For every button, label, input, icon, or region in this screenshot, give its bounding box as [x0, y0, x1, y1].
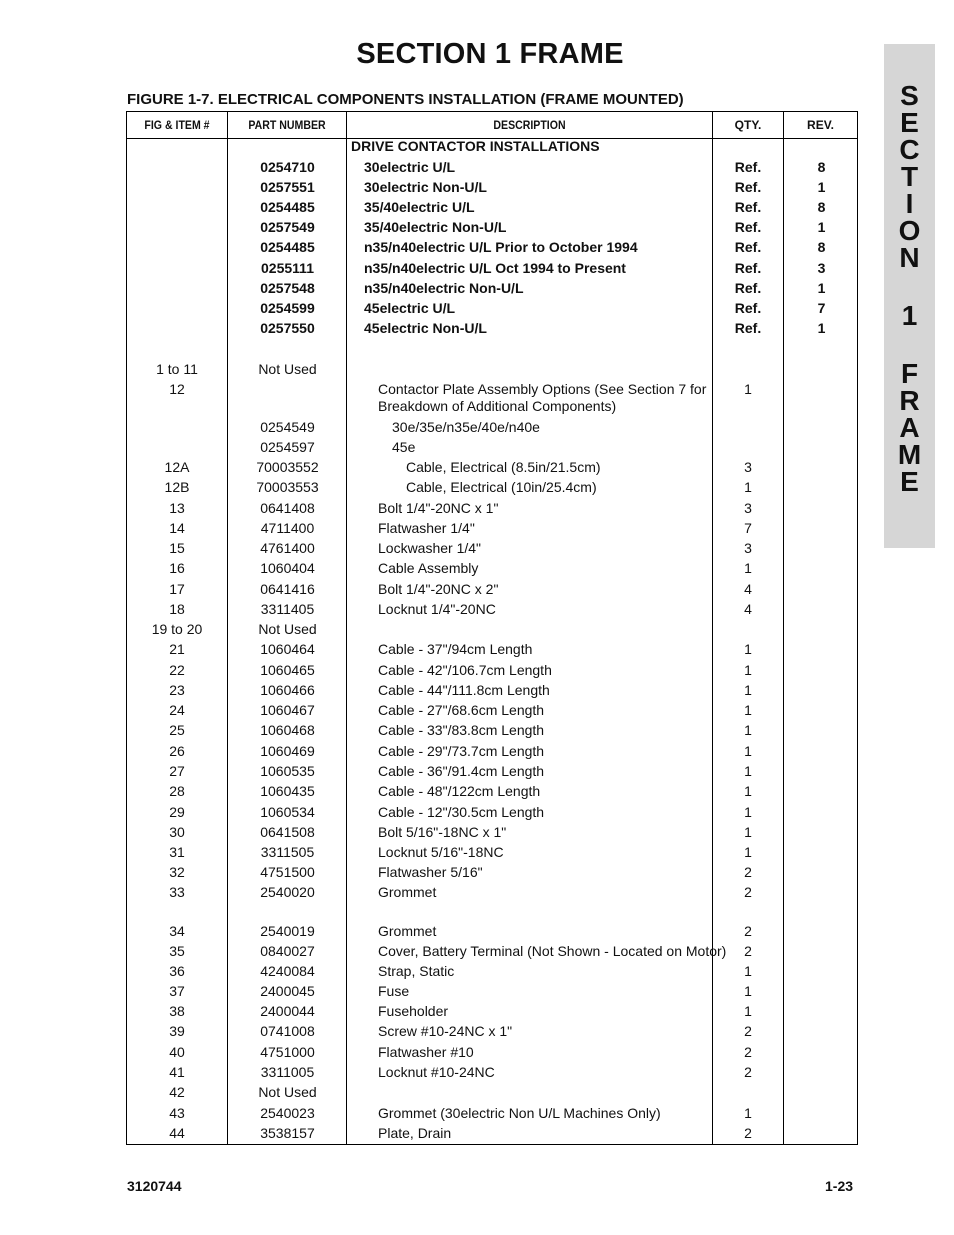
part-number-cell: 3311005 — [260, 1064, 315, 1080]
part-number-cell: 1060404 — [260, 560, 315, 576]
description-cell: Flatwasher #10 — [378, 1044, 474, 1060]
qty-cell: 1 — [744, 479, 752, 495]
side-tab-letter: C — [899, 134, 920, 165]
fig-item-cell: 15 — [169, 540, 185, 556]
description-cell: Cable - 37"/94cm Length — [378, 641, 533, 657]
header-fig-item: FIG & ITEM # — [144, 118, 210, 132]
rev-cell: 8 — [817, 159, 826, 175]
qty-cell: Ref. — [734, 320, 762, 336]
qty-cell: Ref. — [734, 219, 762, 235]
part-number-cell: 1060435 — [260, 783, 315, 799]
part-number-cell: 1060468 — [260, 722, 315, 738]
description-cell: Cable - 33"/83.8cm Length — [378, 722, 545, 738]
part-number-cell: 3311405 — [260, 601, 315, 617]
description-cell: Plate, Drain — [378, 1125, 452, 1141]
description-cell: Flatwasher 5/16" — [378, 864, 483, 880]
part-number-cell: 0254710 — [260, 159, 315, 175]
description-cell: Strap, Static — [378, 963, 455, 979]
fig-item-cell: 36 — [169, 963, 185, 979]
part-number-cell: Not Used — [258, 361, 317, 377]
description-cell: Cable, Electrical (8.5in/21.5cm) — [406, 459, 601, 475]
qty-cell: 1 — [744, 763, 752, 779]
fig-item-cell: 30 — [169, 824, 185, 840]
side-tab-letter: F — [900, 358, 919, 389]
fig-item-cell: 33 — [169, 884, 185, 900]
fig-item-cell: 27 — [169, 763, 185, 779]
part-number-cell: 4751000 — [260, 1044, 315, 1060]
part-number-cell: 2540023 — [260, 1105, 315, 1121]
fig-item-cell: 42 — [169, 1084, 185, 1100]
qty-cell: 1 — [744, 743, 752, 759]
fig-item-cell: 26 — [169, 743, 185, 759]
fig-item-cell: 37 — [169, 983, 185, 999]
rev-cell: 1 — [817, 280, 826, 296]
description-cell: 45electric Non-U/L — [364, 320, 487, 336]
rev-cell: 8 — [817, 199, 826, 215]
fig-item-cell: 31 — [169, 844, 185, 860]
description-cell: Cable - 48"/122cm Length — [378, 783, 541, 799]
part-number-cell: 0254549 — [260, 419, 315, 435]
description-cell: Grommet (30electric Non U/L Machines Only) — [378, 1105, 661, 1121]
qty-cell: Ref. — [734, 300, 762, 316]
fig-item-cell: 41 — [169, 1064, 185, 1080]
fig-item-cell: 38 — [169, 1003, 185, 1019]
part-number-cell: 4711400 — [260, 520, 315, 536]
qty-cell: 1 — [744, 662, 752, 678]
part-number-cell: 0254597 — [260, 439, 315, 455]
fig-item-cell: 32 — [169, 864, 185, 880]
part-number-cell: 0641408 — [260, 500, 315, 516]
side-tab-letter: R — [899, 385, 920, 416]
qty-cell: 1 — [744, 1003, 752, 1019]
description-cell: Cable - 12"/30.5cm Length — [378, 804, 545, 820]
description-cell: 30e/35e/n35e/40e/n40e — [392, 419, 540, 435]
qty-cell: Ref. — [734, 260, 762, 276]
fig-item-cell: 19 to 20 — [151, 621, 203, 637]
part-number-cell: 4751500 — [260, 864, 315, 880]
part-number-cell: 0257551 — [260, 179, 315, 195]
qty-cell: Ref. — [734, 239, 762, 255]
qty-cell: 1 — [744, 560, 752, 576]
part-number-cell: 70003553 — [256, 479, 319, 495]
side-tab-letter: S — [900, 80, 919, 111]
part-number-cell: 2400045 — [260, 983, 315, 999]
qty-cell: 2 — [744, 1044, 752, 1060]
fig-item-cell: 12B — [164, 479, 190, 495]
description-cell: Cable - 29"/73.7cm Length — [378, 743, 545, 759]
fig-item-cell: 17 — [169, 581, 185, 597]
side-tab-letter: O — [898, 215, 921, 246]
section-side-tab — [884, 44, 935, 548]
qty-cell: 3 — [744, 500, 752, 516]
part-number-cell: 2540020 — [260, 884, 315, 900]
part-number-cell: 0741008 — [260, 1023, 315, 1039]
part-number-cell: 1060469 — [260, 743, 315, 759]
rev-cell: 1 — [817, 179, 826, 195]
fig-item-cell: 12A — [164, 459, 190, 475]
fig-item-cell: 29 — [169, 804, 185, 820]
fig-item-cell: 21 — [169, 641, 185, 657]
description-cell: Cable Assembly — [378, 560, 479, 576]
parts-table — [126, 111, 858, 1145]
fig-item-cell: 28 — [169, 783, 185, 799]
figure-title: FIGURE 1-7. ELECTRICAL COMPONENTS INSTALLATION (FRAME MOUNTED) — [127, 91, 684, 108]
description-cell: Cover, Battery Terminal (Not Shown - Located on Motor) — [378, 943, 727, 959]
part-number-cell: 1060464 — [260, 641, 315, 657]
side-tab-letter: I — [905, 188, 914, 219]
fig-item-cell: 25 — [169, 722, 185, 738]
qty-cell: 1 — [744, 702, 752, 718]
part-number-cell: 0255111 — [261, 260, 314, 276]
document-number: 3120744 — [127, 1178, 182, 1194]
qty-cell: 1 — [744, 963, 752, 979]
description-cell: Screw #10-24NC x 1" — [378, 1023, 513, 1039]
header-qty: QTY. — [734, 118, 762, 132]
qty-cell: 1 — [744, 783, 752, 799]
rev-cell: 1 — [817, 219, 826, 235]
header-rev: REV. — [807, 118, 834, 132]
qty-cell: Ref. — [734, 179, 762, 195]
description-cell: Bolt 1/4"-20NC x 1" — [378, 500, 499, 516]
description-cell: Cable - 44"/111.8cm Length — [378, 682, 550, 698]
part-number-cell: 1060534 — [260, 804, 315, 820]
section-title: SECTION 1 FRAME — [356, 38, 624, 70]
description-cell: Lockwasher 1/4" — [378, 540, 482, 556]
qty-cell: 3 — [744, 540, 752, 556]
fig-item-cell: 44 — [169, 1125, 185, 1141]
qty-cell: 1 — [744, 844, 752, 860]
description-cell: Locknut 1/4"-20NC — [378, 601, 496, 617]
part-number-cell: 1060465 — [260, 662, 315, 678]
description-cell: n35/n40electric U/L Prior to October 1994 — [364, 239, 638, 255]
part-number-cell: 2400044 — [260, 1003, 315, 1019]
side-tab-letter: A — [899, 412, 920, 443]
qty-cell: 2 — [744, 1064, 752, 1080]
description-cell: Fuse — [378, 983, 410, 999]
part-number-cell: 1060467 — [260, 702, 315, 718]
qty-cell: Ref. — [734, 280, 762, 296]
part-number-cell: 0641508 — [260, 824, 315, 840]
fig-item-cell: 22 — [169, 662, 185, 678]
header-description: DESCRIPTION — [493, 118, 566, 132]
fig-item-cell: 43 — [169, 1105, 185, 1121]
description-cell: Grommet — [378, 923, 437, 939]
description-cell: n35/n40electric Non-U/L — [364, 280, 524, 296]
side-tab-letter: E — [900, 107, 919, 138]
part-number-cell: 3538157 — [260, 1125, 315, 1141]
part-number-cell: 0254599 — [260, 300, 315, 316]
description-cell: 35/40electric Non-U/L — [364, 219, 507, 235]
qty-cell: 7 — [744, 520, 752, 536]
part-number-cell: 1060535 — [260, 763, 315, 779]
qty-cell: 2 — [744, 1023, 752, 1039]
description-cell: Cable - 36"/91.4cm Length — [378, 763, 545, 779]
side-tab-letter: T — [900, 161, 919, 192]
qty-cell: 4 — [744, 601, 752, 617]
part-number-cell: 0641416 — [260, 581, 315, 597]
qty-cell: 1 — [744, 824, 752, 840]
side-tab-letter: M — [897, 439, 922, 470]
fig-item-cell: 39 — [169, 1023, 185, 1039]
qty-cell: 1 — [744, 641, 752, 657]
part-number-cell: Not Used — [258, 621, 317, 637]
fig-item-cell: 12 — [169, 381, 185, 397]
qty-cell: 1 — [744, 983, 752, 999]
part-number-cell: 3311505 — [260, 844, 315, 860]
description-cell: 35/40electric U/L — [364, 199, 475, 215]
qty-cell: 1 — [744, 1105, 752, 1121]
part-number-cell: 4761400 — [260, 540, 315, 556]
part-number-cell: 0840027 — [260, 943, 315, 959]
qty-cell: 2 — [744, 943, 752, 959]
part-number-cell: 4240084 — [260, 963, 315, 979]
description-cell: Bolt 5/16"-18NC x 1" — [378, 824, 507, 840]
fig-item-cell: 18 — [169, 601, 185, 617]
description-cell: Locknut 5/16"-18NC — [378, 844, 504, 860]
description-cell: Bolt 1/4"-20NC x 2" — [378, 581, 499, 597]
fig-item-cell: 14 — [169, 520, 185, 536]
rev-cell: 8 — [817, 239, 826, 255]
fig-item-cell: 35 — [169, 943, 185, 959]
part-number-cell: 0257548 — [260, 280, 315, 296]
fig-item-cell: 16 — [169, 560, 185, 576]
qty-cell: 2 — [744, 923, 752, 939]
fig-item-cell: 13 — [169, 500, 185, 516]
part-number-cell: 0257549 — [260, 219, 315, 235]
rev-cell: 3 — [817, 260, 826, 276]
part-number-cell: 0257550 — [260, 320, 315, 336]
qty-cell: 2 — [744, 884, 752, 900]
side-tab-letter: E — [900, 466, 919, 497]
fig-item-cell: 40 — [169, 1044, 185, 1060]
qty-cell: 1 — [744, 804, 752, 820]
description-cell: DRIVE CONTACTOR INSTALLATIONS — [351, 138, 600, 154]
qty-cell: 1 — [744, 381, 752, 397]
description-cell: Cable, Electrical (10in/25.4cm) — [406, 479, 597, 495]
description-cell: 45electric U/L — [364, 300, 456, 316]
side-tab-letter: 1 — [901, 300, 918, 331]
description-cell: Contactor Plate Assembly Options (See Section 7 for Breakdown of Additional Components) — [378, 381, 707, 414]
qty-cell: 1 — [744, 722, 752, 738]
qty-cell: Ref. — [734, 199, 762, 215]
fig-item-cell: 34 — [169, 923, 185, 939]
description-cell: Locknut #10-24NC — [378, 1064, 495, 1080]
qty-cell: 1 — [744, 682, 752, 698]
description-cell: Grommet — [378, 884, 437, 900]
qty-cell: 2 — [744, 1125, 752, 1141]
qty-cell: 2 — [744, 864, 752, 880]
description-cell: 30electric Non-U/L — [364, 179, 487, 195]
qty-cell: 4 — [744, 581, 752, 597]
description-cell: n35/n40electric U/L Oct 1994 to Present — [364, 260, 626, 276]
description-cell: Flatwasher 1/4" — [378, 520, 475, 536]
part-number-cell: 0254485 — [260, 239, 315, 255]
part-number-cell: 0254485 — [260, 199, 315, 215]
description-cell: Fuseholder — [378, 1003, 449, 1019]
header-part-number: PART NUMBER — [248, 118, 326, 132]
fig-item-cell: 1 to 11 — [156, 361, 198, 377]
fig-item-cell: 24 — [169, 702, 185, 718]
table-header-row — [127, 112, 857, 139]
part-number-cell: 2540019 — [260, 923, 315, 939]
description-cell: 45e — [392, 439, 416, 455]
description-cell: 30electric U/L — [364, 159, 456, 175]
page-number: 1-23 — [825, 1178, 854, 1194]
side-tab-letter: N — [899, 242, 920, 273]
description-cell: Cable - 42"/106.7cm Length — [378, 662, 552, 678]
part-number-cell: 1060466 — [260, 682, 315, 698]
rev-cell: 1 — [817, 320, 826, 336]
part-number-cell: Not Used — [258, 1084, 317, 1100]
qty-cell: 3 — [744, 459, 752, 475]
part-number-cell: 70003552 — [256, 459, 319, 475]
fig-item-cell: 23 — [169, 682, 185, 698]
qty-cell: Ref. — [734, 159, 762, 175]
description-cell: Cable - 27"/68.6cm Length — [378, 702, 545, 718]
rev-cell: 7 — [817, 300, 826, 316]
